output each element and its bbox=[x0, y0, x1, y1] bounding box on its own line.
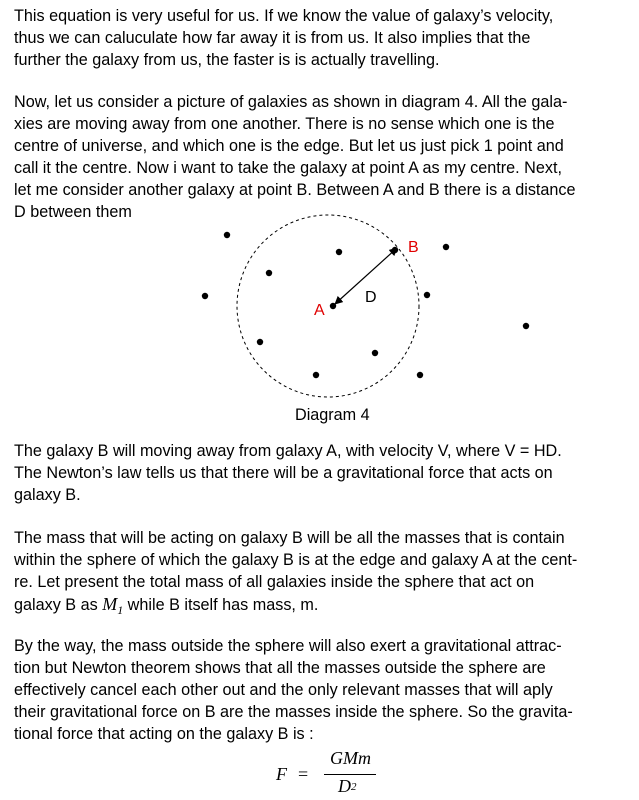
text-line: their gravitational force on B are the masses inside the sphere. So the gravita- bbox=[14, 703, 573, 721]
text-line: within the sphere of which the galaxy B is at the edge and galaxy A at the cent- bbox=[14, 551, 578, 569]
text-line: The Newton’s law tells us that there will be a gravitational force that acts on bbox=[14, 464, 553, 482]
galaxy-a-dot bbox=[330, 303, 336, 309]
text-line: re. Let present the total mass of all galaxies inside the sphere that act on bbox=[14, 573, 535, 591]
gravity-formula bbox=[270, 748, 410, 800]
text-line: This equation is very useful for us. If we know the value of galaxy’s velocity, bbox=[14, 7, 554, 25]
paragraph-1 bbox=[14, 5, 636, 71]
galaxy-dot bbox=[336, 249, 342, 255]
paragraph-2 bbox=[14, 91, 636, 223]
text-line: Now, let us consider a picture of galaxies as shown in diagram 4. All the gala- bbox=[14, 93, 568, 111]
formula-denominator: D bbox=[338, 776, 351, 796]
label-b: B bbox=[408, 239, 419, 256]
galaxy-dot bbox=[313, 372, 319, 378]
mass-symbol: M bbox=[102, 594, 118, 614]
paragraph-5 bbox=[14, 635, 636, 745]
text-line: thus we can caluculate how far away it is from us. It also implies that the bbox=[14, 29, 531, 47]
formula-equals: = bbox=[298, 764, 309, 784]
formula-numerator: GMm bbox=[330, 748, 371, 768]
galaxy-diagram bbox=[0, 210, 639, 405]
mass-subscript: 1 bbox=[117, 603, 124, 617]
galaxy-b-dot bbox=[392, 247, 398, 253]
label-a: A bbox=[314, 302, 325, 319]
text-line-mass bbox=[14, 593, 636, 617]
text-line: call it the centre. Now i want to take the galaxy at point A as my centre. Next, bbox=[14, 159, 562, 177]
paragraph-3 bbox=[14, 440, 636, 506]
text-line: The galaxy B will moving away from galaxy A, with velocity V, where V = HD. bbox=[14, 442, 562, 460]
formula-lhs: F bbox=[276, 764, 287, 784]
galaxy-dot bbox=[417, 372, 423, 378]
galaxy-dot bbox=[224, 232, 230, 238]
text-line: By the way, the mass outside the sphere will also exert a gravitational attrac- bbox=[14, 637, 562, 655]
text-line: D between them bbox=[14, 203, 132, 221]
text-line: galaxy B. bbox=[14, 486, 81, 504]
text-line: effectively cancel each other out and the only relevant masses that will aply bbox=[14, 681, 553, 699]
text-segment: while B itself has mass, m. bbox=[123, 596, 319, 614]
galaxy-dot bbox=[424, 292, 430, 298]
formula-exponent: 2 bbox=[351, 781, 357, 793]
galaxy-dot bbox=[523, 323, 529, 329]
text-line: The mass that will be acting on galaxy B will be all the masses that is contain bbox=[14, 529, 565, 547]
galaxy-dot bbox=[372, 350, 378, 356]
text-line: further the galaxy from us, the faster is is actually travelling. bbox=[14, 51, 440, 69]
diagram-caption: Diagram 4 bbox=[295, 406, 370, 424]
galaxy-dot bbox=[257, 339, 263, 345]
text-line: tion but Newton theorem shows that all the masses outside the sphere are bbox=[14, 659, 546, 677]
paragraph-4 bbox=[14, 527, 636, 617]
galaxy-dot bbox=[266, 270, 272, 276]
text-line: let me consider another galaxy at point B. Between A and B there is a distance bbox=[14, 181, 576, 199]
galaxy-dot bbox=[202, 293, 208, 299]
label-d: D bbox=[365, 289, 377, 306]
formula-denominator-group bbox=[338, 776, 357, 797]
sphere-boundary bbox=[237, 215, 419, 397]
text-line: centre of universe, and which one is the edge. But let us just pick 1 point and bbox=[14, 137, 564, 155]
text-segment: galaxy B as bbox=[14, 596, 103, 614]
galaxy-dot bbox=[443, 244, 449, 250]
fraction-bar bbox=[324, 774, 376, 775]
text-line: tional force that acting on the galaxy B is : bbox=[14, 725, 314, 743]
text-line: xies are moving away from one another. There is no sense which one is the bbox=[14, 115, 555, 133]
